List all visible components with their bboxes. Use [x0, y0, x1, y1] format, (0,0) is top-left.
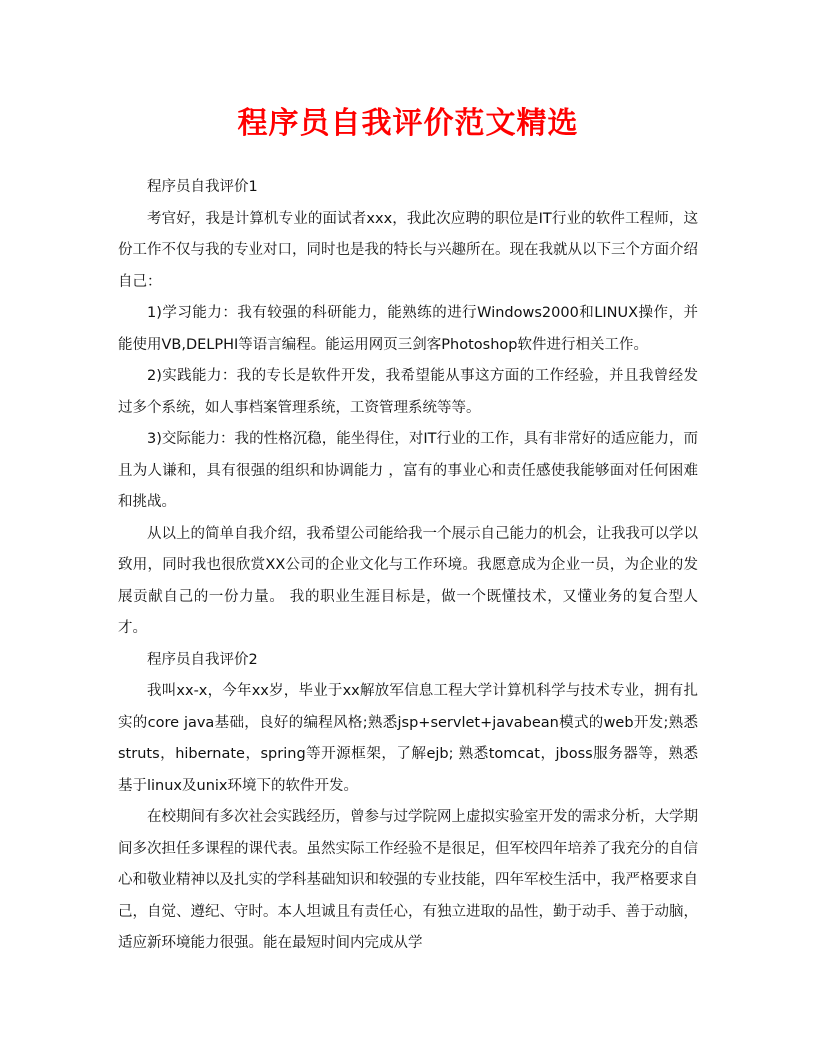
paragraph-social-ability: 3)交际能力：我的性格沉稳，能坐得住，对IT行业的工作，具有非常好的适应能力，而且为人谦和，具有很强的组织和协调能力 ，富有的事业心和责任感使我能够面对任何困难和挑战。	[118, 431, 698, 510]
paragraph-background: 我叫xx-x，今年xx岁，毕业于xx解放军信息工程大学计算机科学与技术专业，拥有扎实的core java基础，良好的编程风格;熟悉jsp+servlet+javabean模式的web开发;熟悉struts，hibernate，spring等开源框架，了解ejb; 熟悉tomcat，jboss服务器等，熟悉基于linux及unix环境下的软件开发。	[118, 683, 698, 794]
paragraph-practical-ability: 2)实践能力：我的专长是软件开发，我希望能从事这方面的工作经验，并且我曾经发过多个系统，如人事档案管理系统，工资管理系统等等。	[118, 368, 698, 416]
paragraph-intro: 考官好，我是计算机专业的面试者xxx，我此次应聘的职位是IT行业的软件工程师，这份工作不仅与我的专业对口，同时也是我的特长与兴趣所在。现在我就从以下三个方面介绍自己：	[118, 210, 698, 290]
section-heading-1: 程序员自我评价1	[147, 179, 258, 195]
paragraph-conclusion: 从以上的简单自我介绍，我希望公司能给我一个展示自己能力的机会，让我我可以学以致用，同时我也很欣赏XX公司的企业文化与工作环境。我愿意成为企业一员，为企业的发展贡献自己的一份力量。 我的职业生涯目标是，做一个既懂技术，又懂业务的复合型人才。	[118, 525, 698, 636]
paragraph-learning-ability: 1)学习能力：我有较强的科研能力，能熟练的进行Windows2000和LINUX操作，并能使用VB,DELPHI等语言编程。能运用网页三剑客Photoshop软件进行相关工作。	[118, 305, 698, 353]
section-heading-2: 程序员自我评价2	[147, 651, 258, 668]
document-body	[118, 172, 698, 960]
paragraph-school-experience: 在校期间有多次社会实践经历，曾参与过学院网上虚拟实验室开发的需求分析，大学期间多次担任多课程的课代表。虽然实际工作经验不是很足，但军校四年培养了我充分的自信心和敬业精神以及扎实的学科基础知识和较强的专业技能，四年军校生活中，我严格要求自己，自觉、遵纪、守时。本人坦诚且有责任心，有独立进取的品性，勤于动手、善于动脑，适应新环境能力很强。能在最短时间内完成从学	[118, 809, 698, 951]
document-title: 程序员自我评价范文精选	[237, 106, 579, 141]
